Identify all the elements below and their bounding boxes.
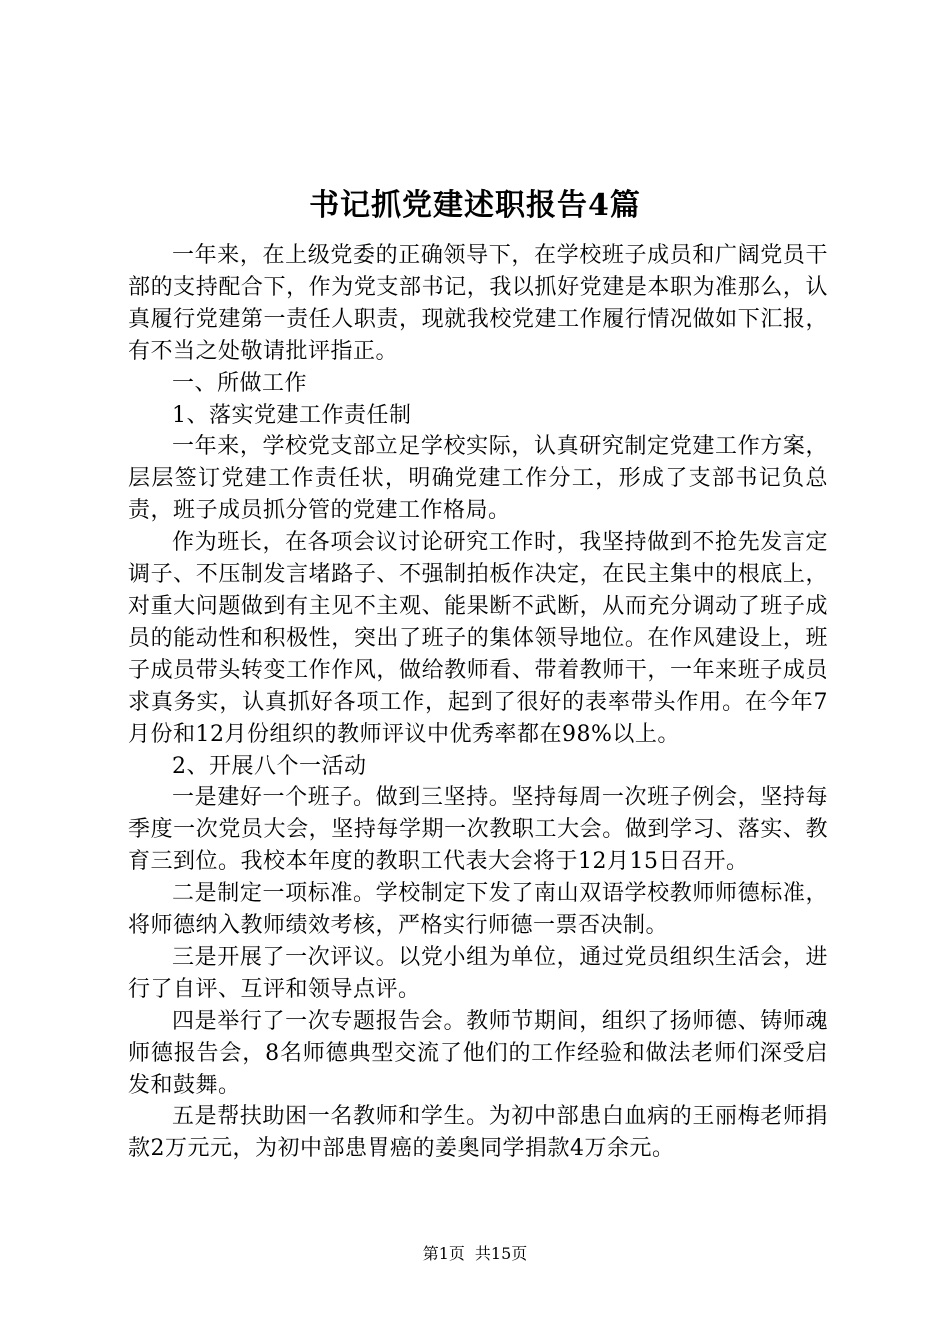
subsection-heading: 2、开展八个一活动 [172, 753, 367, 779]
paragraph: 作为班长，在各项会议讨论研究工作时，我坚持做到不抢先发言定调子、不压制发言堵路子、不强制拍板作决定，在民主集中的根底上，对重大问题做到有主见不主观、能果断不武断，从而充分调动了班子成员的能动性和积极性，突出了班子的集体领导地位。在作风建设上，班子成员带头转变工作作风，做给教师看、带着教师干，一年来班子成员求真务实，认真抓好各项工作，起到了很好的表率带头作用。在今年7月份和12月份组织的教师评议中优秀率都在98%以上。 [128, 530, 828, 747]
section-heading: 一、所做工作 [172, 370, 308, 396]
paragraph: 四是举行了一次专题报告会。教师节期间，组织了扬师德、铸师魂师德报告会，8名师德典型交流了他们的工作经验和做法老师们深受启发和鼓舞。 [128, 1008, 828, 1098]
document-body [128, 240, 828, 1165]
paragraph-intro: 一年来，在上级党委的正确领导下，在学校班子成员和广阔党员干部的支持配合下，作为党支部书记，我以抓好党建是本职为准那么，认真履行党建第一责任人职责，现就我校党建工作履行情况做如下汇报，有不当之处敬请批评指正。 [128, 243, 828, 364]
paragraph: 三是开展了一次评议。以党小组为单位，通过党员组织生活会，进行了自评、互评和领导点评。 [128, 944, 828, 1002]
paragraph: 五是帮扶助困一名教师和学生。为初中部患白血病的王丽梅老师捐款2万元元，为初中部患胃癌的姜奥同学捐款4万余元。 [128, 1104, 828, 1162]
page-number: 第1页 [422, 1244, 465, 1263]
page-footer [0, 1243, 950, 1265]
page-total: 共15页 [474, 1244, 528, 1263]
subsection-heading: 1、落实党建工作责任制 [172, 402, 412, 428]
paragraph: 二是制定一项标准。学校制定下发了南山双语学校教师师德标准，将师德纳入教师绩效考核，严格实行师德一票否决制。 [128, 881, 828, 939]
paragraph: 一年来，学校党支部立足学校实际，认真研究制定党建工作方案，层层签订党建工作责任状，明确党建工作分工，形成了支部书记负总责，班子成员抓分管的党建工作格局。 [128, 434, 828, 524]
document-title: 书记抓党建述职报告4篇 [309, 188, 641, 223]
paragraph: 一是建好一个班子。做到三坚持。坚持每周一次班子例会，坚持每季度一次党员大会，坚持每学期一次教职工大会。做到学习、落实、教育三到位。我校本年度的教职工代表大会将于12月15日召开。 [128, 785, 828, 875]
